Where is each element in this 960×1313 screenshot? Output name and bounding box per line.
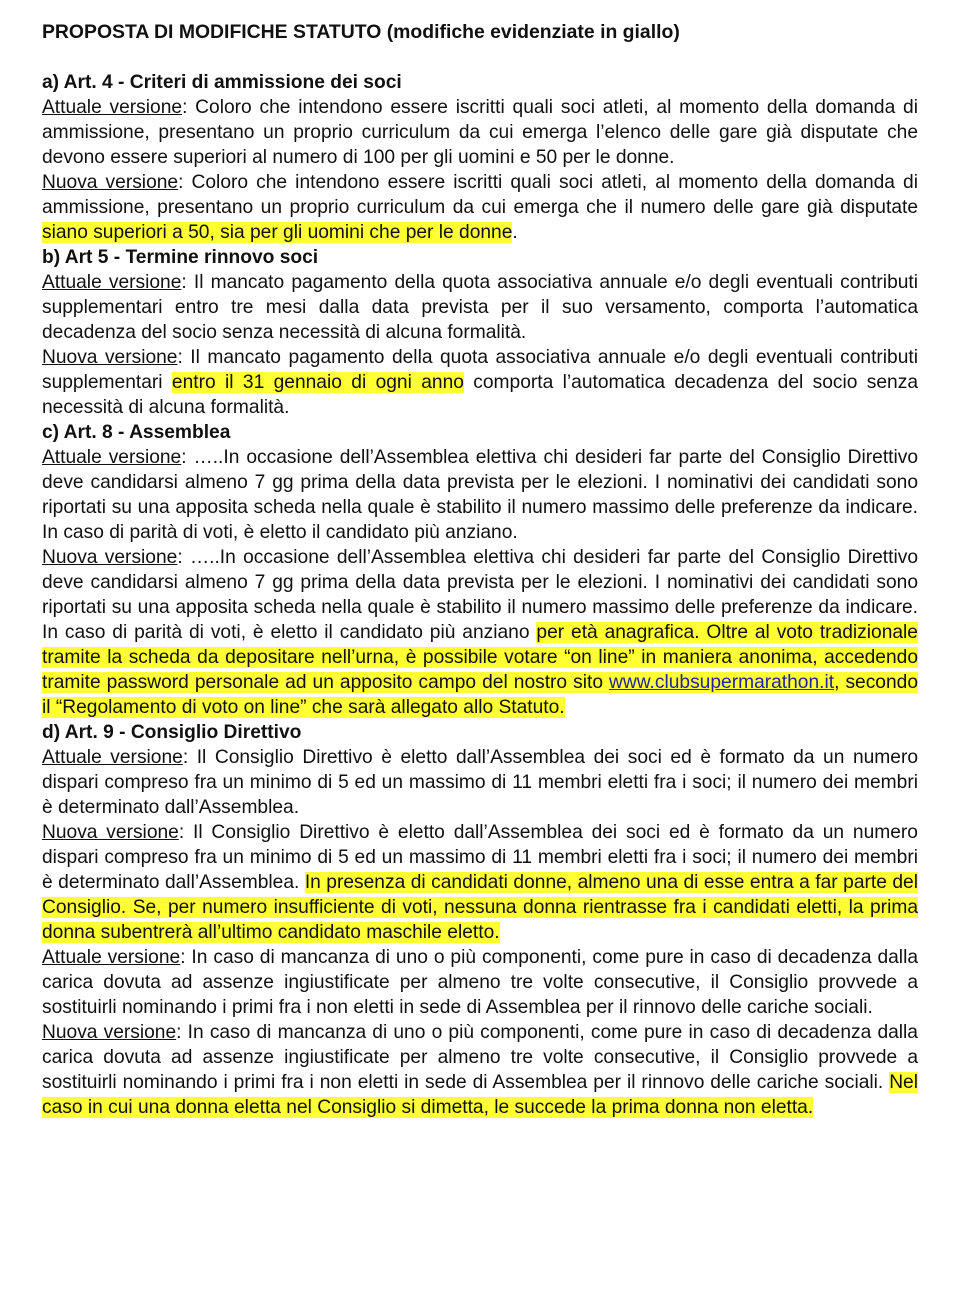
document-title: PROPOSTA DI MODIFICHE STATUTO (modifiche evidenziate in giallo) [42,21,680,43]
section-heading: a) Art. 4 - Criteri di ammissione dei soci [42,72,402,93]
highlighted-change: per età anagrafica. Oltre al voto tradizionale tramite la scheda da depositare nell’urna, è possibile votare “on line” in maniera anonima, accedendo tramite password personale ad un apposito campo del nostro sito [42,622,918,693]
current-version-label: Attuale versione [42,947,181,968]
section-heading: b) Art 5 - Termine rinnovo soci [42,247,319,268]
paragraph-text: comporta l’automatica decadenza del socio senza necessità di alcuna formalità. [42,372,918,418]
section-heading: c) Art. 8 - Assemblea [42,422,231,443]
highlighted-change: siano superiori a 50, sia per gli uomini che per le donne [42,222,513,243]
new-version-label: Nuova versione [42,347,178,368]
current-version-label: Attuale versione [42,747,183,768]
new-version-label: Nuova versione [42,547,178,568]
current-version-paragraph [42,945,918,1020]
section-heading: d) Art. 9 - Consiglio Direttivo [42,722,302,743]
highlighted-change-link-wrapper [609,672,834,693]
section-art-4 [42,70,918,245]
paragraph-text: . [512,222,518,243]
paragraph-text: : Il Consiglio Direttivo è eletto dall’Assemblea dei soci ed è formato da un numero dispari compreso fra un minimo di 5 ed un massimo di 11 membri eletti fra i soci; il numero dei membri è determinato dall’Assemblea. [42,747,919,818]
highlighted-change: , secondo il “Regolamento di voto on line” che sarà allegato allo Statuto. [42,672,918,718]
paragraph-text: : …..In occasione dell’Assemblea elettiva chi desideri far parte del Consiglio Direttivo deve candidarsi almeno 7 gg prima della data prevista per le elezioni. I nominativi dei candidati sono riportati su una apposita scheda nella quale è stabilito il numero massimo delle preferenze da indicare. In caso di parità di voti, è eletto il candidato più anziano [42,547,918,643]
paragraph-text: : Il mancato pagamento della quota associativa annuale e/o degli eventuali contributi supplementari entro tre mesi dalla data prevista per il suo versamento, comporta l’automatica decadenza del socio senza necessità di alcuna formalità. [42,272,919,343]
highlighted-change: In presenza di candidati donne, almeno una di esse entra a far parte del Consiglio. Se, per numero insufficiente di voti, nessuna donna rientrasse fra i candidati eletti, la prima donna subentrerà all’ultimo candidato maschile eletto. [42,872,918,943]
highlighted-change: Nel caso in cui una donna eletta nel Consiglio si dimetta, le succede la prima donna non eletta. [42,1072,918,1118]
section-art-9 [42,720,918,1120]
new-version-paragraph [42,545,918,720]
paragraph-text: : Coloro che intendono essere iscritti quali soci atleti, al momento della domanda di ammissione, presentano un proprio curriculum da cui emerga l’elenco delle gare già disputate che devono essere superiori al numero di 100 per gli uomini e 50 per le donne. [42,97,918,168]
current-version-label: Attuale versione [42,447,182,468]
paragraph-text: : …..In occasione dell’Assemblea elettiva chi desideri far parte del Consiglio Direttivo deve candidarsi almeno 7 gg prima della data prevista per le elezioni. I nominativi dei candidati sono riportati su una apposita scheda nella quale è stabilito il numero massimo delle preferenze da indicare. In caso di parità di voti, è eletto il candidato più anziano. [42,447,919,543]
new-version-paragraph [42,170,918,245]
current-version-paragraph [42,445,918,545]
website-link[interactable]: www.clubsupermarathon.it [609,672,835,693]
highlighted-change: entro il 31 gennaio di ogni anno [171,372,464,393]
section-art-5 [42,245,918,420]
current-version-paragraph [42,270,918,345]
current-version-label: Attuale versione [42,97,183,118]
current-version-label: Attuale versione [42,272,182,293]
new-version-paragraph [42,820,918,945]
paragraph-text: : Coloro che intendono essere iscritti quali soci atleti, al momento della domanda di ammissione, presentano un proprio curriculum da cui emerga che il numero delle gare già disputate [42,172,918,218]
paragraph-text: : In caso di mancanza di uno o più componenti, come pure in caso di decadenza dalla carica dovuta ad assenze ingiustificate per almeno tre volte consecutive, il Consiglio provvede a sostituirli nominando i primi fra i non eletti in sede di Assemblea per il rinnovo delle cariche sociali. [42,1022,918,1093]
new-version-label: Nuova versione [42,1022,177,1043]
new-version-label: Nuova versione [42,822,179,843]
section-art-8 [42,420,918,720]
new-version-label: Nuova versione [42,172,179,193]
current-version-paragraph [42,745,918,820]
current-version-paragraph [42,95,918,170]
paragraph-text: : In caso di mancanza di uno o più componenti, come pure in caso di decadenza dalla carica dovuta ad assenze ingiustificate per almeno tre volte consecutive, il Consiglio provvede a sostituirli nominando i primi fra i non eletti in sede di Assemblea per il rinnovo delle cariche sociali. [42,947,918,1018]
paragraph-text: : Il Consiglio Direttivo è eletto dall’Assemblea dei soci ed è formato da un numero dispari compreso fra un minimo di 5 ed un massimo di 11 membri eletti fra i soci; il numero dei membri è determinato dall’Assemblea. [42,822,918,893]
new-version-paragraph [42,1020,918,1120]
paragraph-text: : Il mancato pagamento della quota associativa annuale e/o degli eventuali contributi supplementari [42,347,918,393]
new-version-paragraph [42,345,918,420]
